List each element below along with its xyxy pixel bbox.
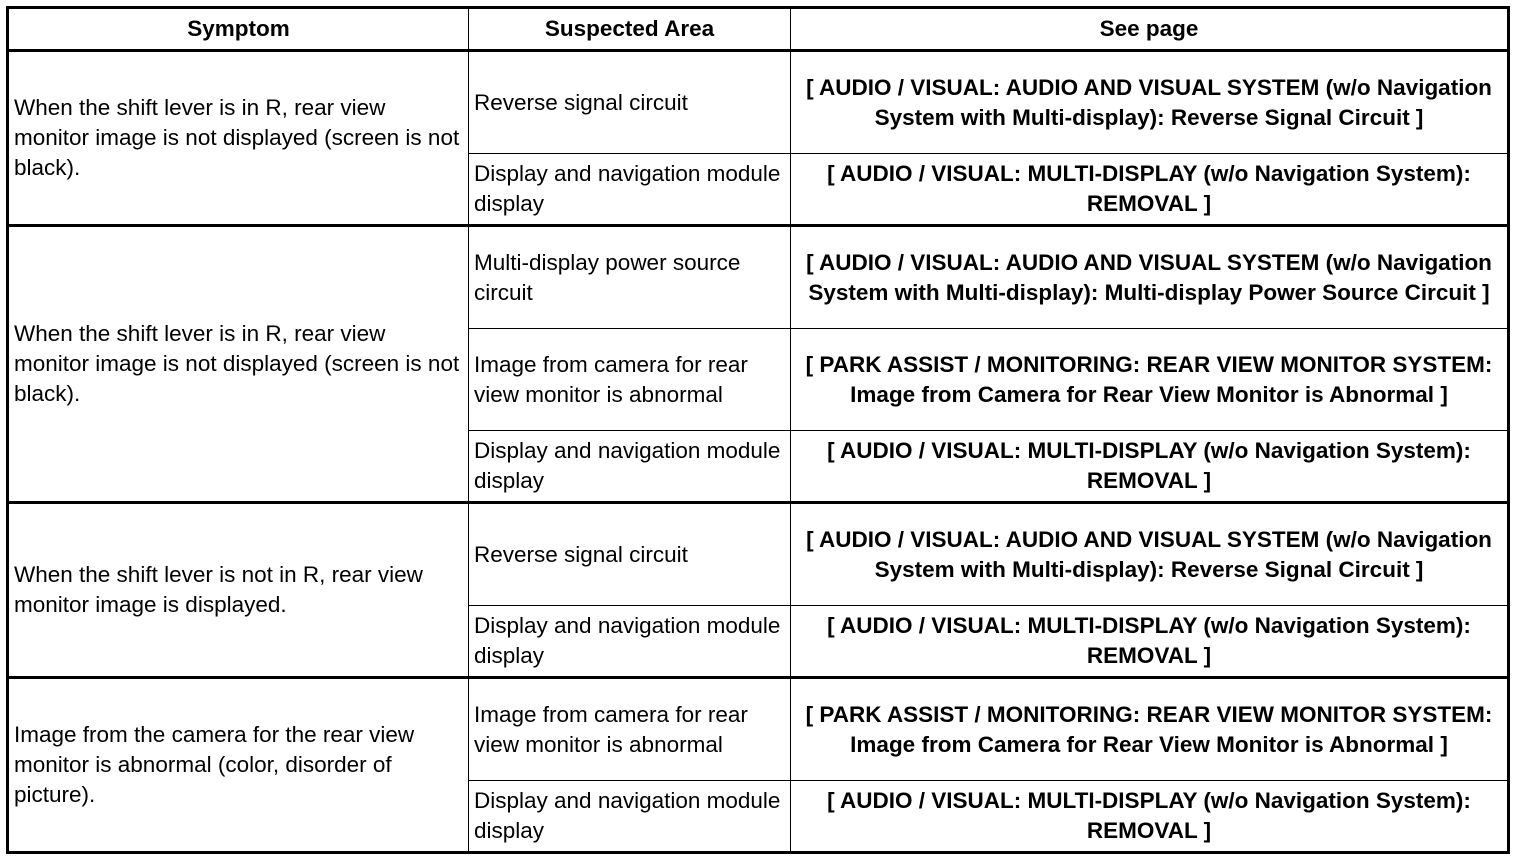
header-suspected-area: Suspected Area: [469, 8, 791, 51]
see-page-link[interactable]: [ AUDIO / VISUAL: MULTI-DISPLAY (w/o Navigation System): REMOVAL ]: [791, 781, 1509, 853]
table-row: [8, 503, 1509, 606]
symptom-group-4: [8, 678, 1509, 853]
suspected-area-cell: Display and navigation module display: [469, 781, 791, 853]
see-page-link[interactable]: [ AUDIO / VISUAL: AUDIO AND VISUAL SYSTEM (w/o Navigation System with Multi-display): Multi-display Power Source Circuit ]: [791, 226, 1509, 329]
see-page-link[interactable]: [ PARK ASSIST / MONITORING: REAR VIEW MONITOR SYSTEM: Image from Camera for Rear View Monitor is Abnormal ]: [791, 678, 1509, 781]
symptom-group-1: [8, 51, 1509, 226]
suspected-area-cell: Image from camera for rear view monitor is abnormal: [469, 329, 791, 431]
symptom-cell: Image from the camera for the rear view monitor is abnormal (color, disorder of picture).: [8, 678, 469, 853]
symptom-cell: When the shift lever is in R, rear view monitor image is not displayed (screen is not black).: [8, 226, 469, 503]
header-row: [8, 8, 1509, 51]
see-page-link[interactable]: [ AUDIO / VISUAL: MULTI-DISPLAY (w/o Navigation System): REMOVAL ]: [791, 431, 1509, 503]
table-row: [8, 678, 1509, 781]
see-page-link[interactable]: [ AUDIO / VISUAL: AUDIO AND VISUAL SYSTEM (w/o Navigation System with Multi-display): Reverse Signal Circuit ]: [791, 51, 1509, 154]
table-row: [8, 51, 1509, 154]
suspected-area-cell: Display and navigation module display: [469, 431, 791, 503]
suspected-area-cell: Display and navigation module display: [469, 606, 791, 678]
symptom-cell: When the shift lever is in R, rear view monitor image is not displayed (screen is not black).: [8, 51, 469, 226]
see-page-link[interactable]: [ AUDIO / VISUAL: AUDIO AND VISUAL SYSTEM (w/o Navigation System with Multi-display): Reverse Signal Circuit ]: [791, 503, 1509, 606]
header-symptom: Symptom: [8, 8, 469, 51]
header-see-page: See page: [791, 8, 1509, 51]
suspected-area-cell: Reverse signal circuit: [469, 503, 791, 606]
suspected-area-cell: Reverse signal circuit: [469, 51, 791, 154]
symptom-table: [6, 6, 1510, 854]
see-page-link[interactable]: [ AUDIO / VISUAL: MULTI-DISPLAY (w/o Navigation System): REMOVAL ]: [791, 606, 1509, 678]
see-page-link[interactable]: [ AUDIO / VISUAL: MULTI-DISPLAY (w/o Navigation System): REMOVAL ]: [791, 154, 1509, 226]
see-page-link[interactable]: [ PARK ASSIST / MONITORING: REAR VIEW MONITOR SYSTEM: Image from Camera for Rear View Monitor is Abnormal ]: [791, 329, 1509, 431]
suspected-area-cell: Multi-display power source circuit: [469, 226, 791, 329]
symptom-group-3: [8, 503, 1509, 678]
symptom-cell: When the shift lever is not in R, rear view monitor image is displayed.: [8, 503, 469, 678]
suspected-area-cell: Image from camera for rear view monitor is abnormal: [469, 678, 791, 781]
symptom-group-2: [8, 226, 1509, 503]
suspected-area-cell: Display and navigation module display: [469, 154, 791, 226]
table-row: [8, 226, 1509, 329]
